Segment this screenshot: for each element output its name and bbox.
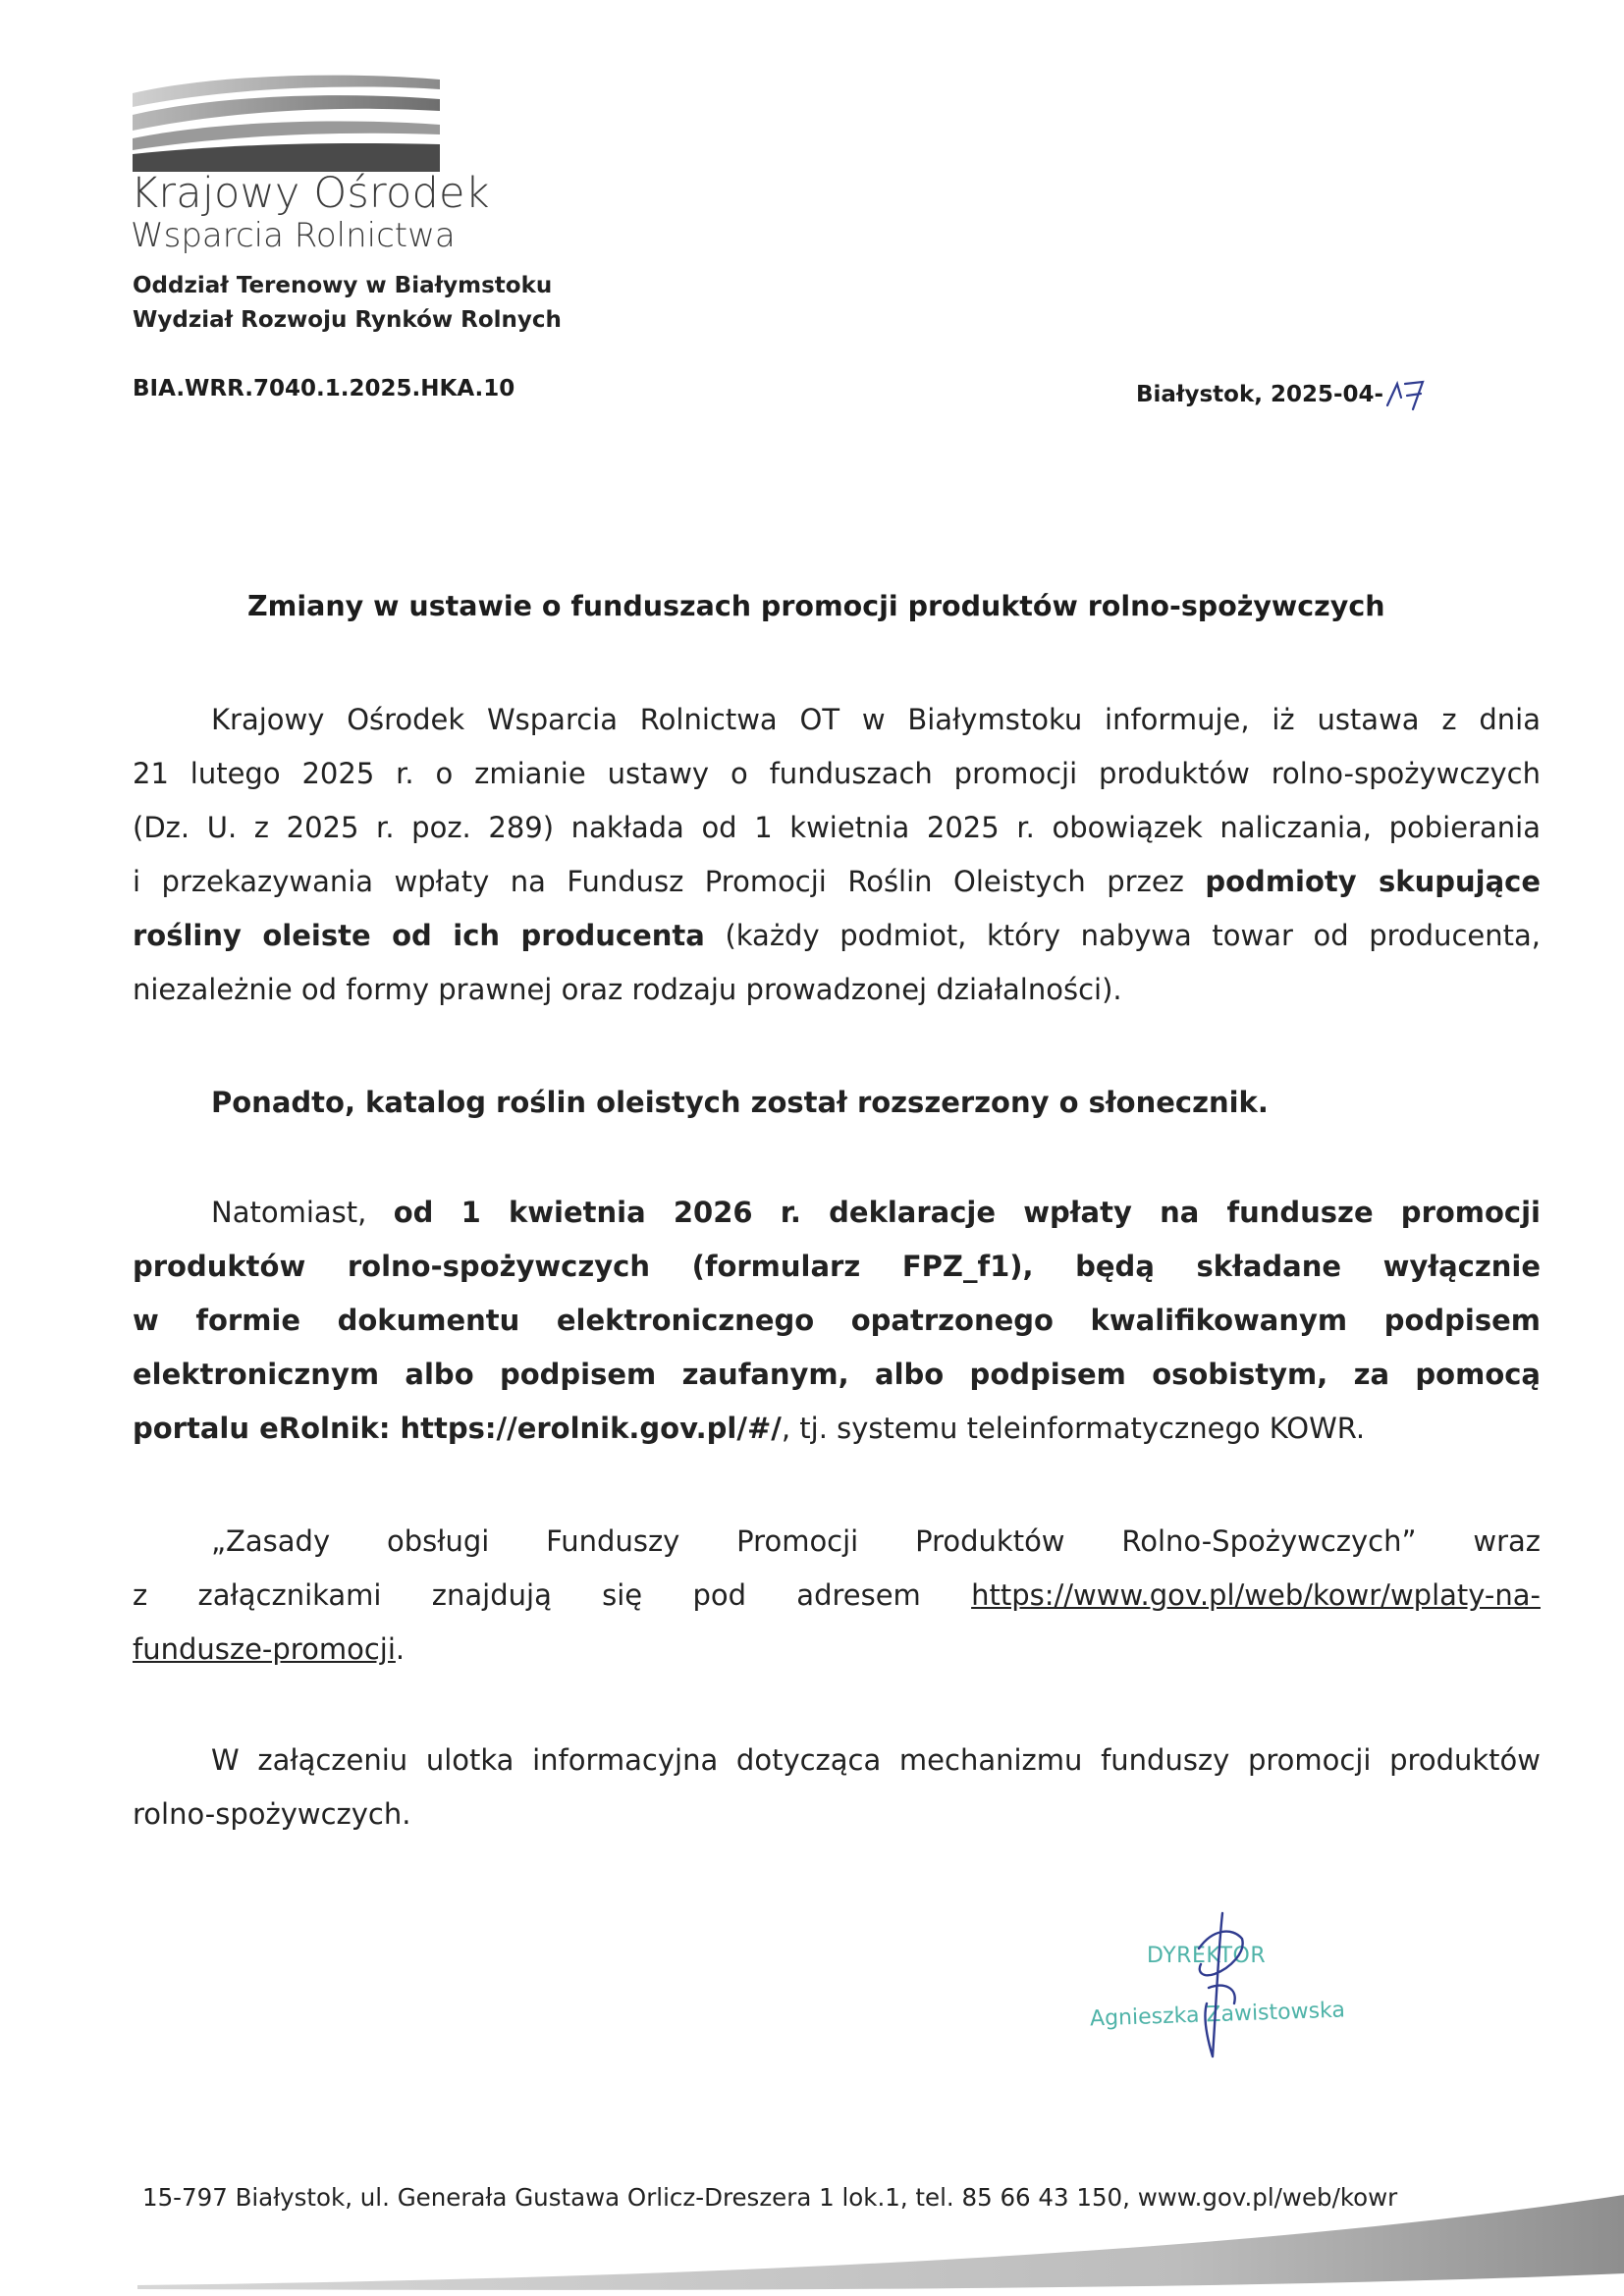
p4-line1: „Zasady obsługi Funduszy Promocji Produktów Rolno-Spożywczych” wraz (211, 1524, 1541, 1558)
p4-line3-end: . (395, 1632, 406, 1666)
p1-line6: niezależnie od formy prawnej oraz rodzaju prowadzonej działalności). (133, 973, 1122, 1006)
p3-erolnik-portal: portalu eRolnik: https://erolnik.gov.pl/#/ (133, 1412, 782, 1445)
date-line (1136, 376, 1433, 411)
p3-line1-bold: od 1 kwietnia 2026 r. deklaracje wpłaty na fundusze promocji (393, 1196, 1542, 1229)
document-title: Zmiany w ustawie o funduszach promocji produktów rolno-spożywczych (247, 590, 1385, 622)
handwritten-day (1383, 376, 1433, 411)
kowr-logo-icon (131, 74, 442, 172)
p1-bold-producers: rośliny oleiste od ich producenta (133, 919, 705, 952)
branch-name: Oddział Terenowy w Białymstoku (133, 273, 553, 298)
paragraph-rules-link (133, 1515, 1541, 1677)
p3-line2: produktów rolno-spożywczych (formularz FPZ_f1), będą składane wyłącznie (133, 1250, 1541, 1283)
paragraph-sunflower (133, 1076, 1541, 1130)
p1-line1: Krajowy Ośrodek Wsparcia Rolnictwa OT w Białymstoku informuje, iż ustawa z dnia (211, 703, 1541, 736)
p1-line2: 21 lutego 2025 r. o zmianie ustawy o funduszach promocji produktów rolno-spożywczych (133, 757, 1541, 790)
p2-text: Ponadto, katalog roślin oleistych został rozszerzony o słonecznik. (211, 1086, 1269, 1119)
p5-line2: rolno-spożywczych. (133, 1797, 411, 1831)
p3-line1-start: Natomiast, (211, 1196, 394, 1229)
reference-number: BIA.WRR.7040.1.2025.HKA.10 (133, 376, 515, 401)
kowr-payments-link-part2[interactable]: fundusze-promocji (133, 1632, 396, 1666)
p5-line1: W załączeniu ulotka informacyjna dotycząca mechanizmu funduszy promocji produktów (211, 1743, 1541, 1777)
p4-line2: z załącznikami znajdują się pod adresem (133, 1578, 972, 1612)
paragraph-attachment (133, 1734, 1541, 1842)
footer-address: 15-797 Białystok, ul. Generała Gustawa Orlicz-Dreszera 1 lok.1, tel. 85 66 43 150, www.gov.pl/web/kowr (142, 2183, 1398, 2212)
paragraph-announcement (133, 693, 1541, 1017)
org-name-line2: Wsparcia Rolnictwa (131, 216, 456, 255)
handwritten-signature-icon (1173, 1909, 1262, 2066)
p1-line5: (każdy podmiot, który nabywa towar od producenta, (704, 919, 1541, 952)
stamp-title: DYREKTOR (1147, 1944, 1267, 1968)
p3-line4: elektronicznym albo podpisem zaufanym, albo podpisem osobistym, za pomocą (133, 1358, 1541, 1391)
paragraph-declarations (133, 1186, 1541, 1456)
department-name: Wydział Rozwoju Rynków Rolnych (133, 307, 562, 333)
org-name-line1: Krajowy Ośrodek (131, 169, 490, 218)
p1-bold-purchasers: podmioty skupujące (1205, 865, 1541, 898)
p3-line3: w formie dokumentu elektronicznego opatrzonego kwalifikowanym podpisem (133, 1304, 1541, 1337)
p3-line5-end: , tj. systemu teleinformatycznego KOWR. (781, 1412, 1366, 1445)
p1-line4: i przekazywania wpłaty na Fundusz Promocji Roślin Oleistych przez (133, 865, 1206, 898)
p1-line3: (Dz. U. z 2025 r. poz. 289) nakłada od 1 kwietnia 2025 r. obowiązek naliczania, pobierania (133, 811, 1541, 844)
date-prefix: Białystok, 2025-04- (1136, 382, 1384, 407)
stamp-name: Agnieszka Zawistowska (1089, 1998, 1346, 2032)
kowr-payments-link-part1[interactable]: https://www.gov.pl/web/kowr/wplaty-na- (971, 1578, 1541, 1612)
